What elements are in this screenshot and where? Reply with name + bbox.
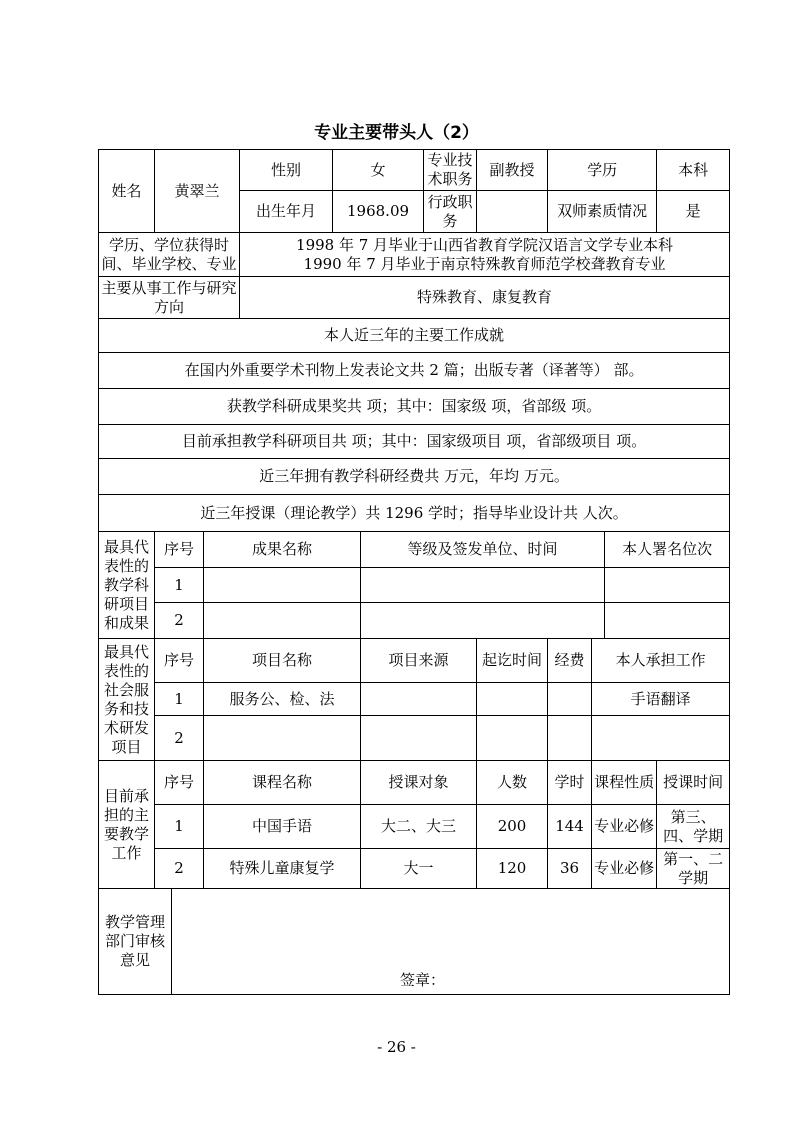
page-title: 专业主要带头人（2） xyxy=(314,123,479,143)
teaching-cell-count: 120 xyxy=(477,849,548,889)
teaching-row-1 xyxy=(99,805,730,849)
results-cell-level xyxy=(361,568,605,603)
funding-text: 近三年拥有教学科研经费共 万元，年均 万元。 xyxy=(99,459,730,495)
teaching-cell-term: 第三、四、学期 xyxy=(657,805,730,849)
results-row-1 xyxy=(99,568,730,603)
gender-value: 女 xyxy=(333,150,424,191)
service-cell-name: 服务公、检、法 xyxy=(204,683,361,716)
awards-text: 获教学科研成果奖共 项；其中：国家级 项，省部级 项。 xyxy=(99,389,730,425)
funding-row xyxy=(99,459,730,495)
teaching-header-type: 课程性质 xyxy=(592,761,657,805)
dual-label: 双师素质情况 xyxy=(548,191,657,233)
teaching-header-term: 授课时间 xyxy=(657,761,730,805)
projects-row xyxy=(99,425,730,459)
title-label: 专业技术职务 xyxy=(424,150,477,191)
teaching-cell-term: 第一、二学期 xyxy=(657,849,730,889)
service-cell-funding xyxy=(548,716,592,761)
results-cell-rank xyxy=(605,568,730,603)
teaching-header-count: 人数 xyxy=(477,761,548,805)
leader-info-table xyxy=(98,149,730,995)
teaching-cell-seq: 1 xyxy=(155,805,204,849)
results-header-row xyxy=(99,532,730,568)
service-cell-period xyxy=(477,716,548,761)
teaching-cell-type: 专业必修 xyxy=(592,805,657,849)
papers-row xyxy=(99,353,730,389)
results-cell-seq: 2 xyxy=(155,603,204,639)
teaching-header-audience: 授课对象 xyxy=(361,761,477,805)
projects-text: 目前承担教学科研项目共 项；其中：国家级项目 项，省部级项目 项。 xyxy=(99,425,730,459)
name-value: 黄翠兰 xyxy=(155,150,240,233)
achievements-heading-row xyxy=(99,319,730,353)
service-cell-funding xyxy=(548,683,592,716)
service-row-1 xyxy=(99,683,730,716)
teaching-cell-course: 特殊儿童康复学 xyxy=(204,849,361,889)
education-label: 学历、学位获得时间、毕业学校、专业 xyxy=(99,233,240,277)
results-cell-name xyxy=(204,568,361,603)
teaching-label: 目前承担的主要教学工作 xyxy=(99,761,155,889)
research-value: 特殊教育、康复教育 xyxy=(240,277,730,319)
teaching-cell-hours: 144 xyxy=(548,805,592,849)
teaching-cell-hours: 36 xyxy=(548,849,592,889)
teaching-row-2 xyxy=(99,849,730,889)
results-header-rank: 本人署名位次 xyxy=(605,532,730,568)
teaching-cell-course: 中国手语 xyxy=(204,805,361,849)
papers-text: 在国内外重要学术刊物上发表论文共 2 篇；出版专著（译著等） 部。 xyxy=(99,353,730,389)
teaching-cell-count: 200 xyxy=(477,805,548,849)
awards-row xyxy=(99,389,730,425)
review-value xyxy=(172,889,730,995)
results-cell-rank xyxy=(605,603,730,639)
title-value: 副教授 xyxy=(477,150,548,191)
service-cell-source xyxy=(361,683,477,716)
teaching-cell-audience: 大二、大三 xyxy=(361,805,477,849)
edu-value: 本科 xyxy=(657,150,730,191)
research-row xyxy=(99,277,730,319)
page-number: - 26 - xyxy=(377,1038,416,1056)
teaching-cell-audience: 大一 xyxy=(361,849,477,889)
signature-label: 签章： xyxy=(400,971,446,989)
service-header-funding: 经费 xyxy=(548,639,592,683)
education-line-2: 1990 年 7 月毕业于南京特殊教育师范学校聋教育专业 xyxy=(303,254,666,273)
service-header-source: 项目来源 xyxy=(361,639,477,683)
service-header-period: 起讫时间 xyxy=(477,639,548,683)
service-label: 最具代表性的社会服务和技术研发项目 xyxy=(99,639,155,761)
results-label: 最具代表性的教学科研项目和成果 xyxy=(99,532,155,639)
teaching-cell-seq: 2 xyxy=(155,849,204,889)
achievements-heading: 本人近三年的主要工作成就 xyxy=(99,319,730,353)
admin-label: 行政职务 xyxy=(424,191,477,233)
birth-label: 出生年月 xyxy=(240,191,333,233)
review-row xyxy=(99,889,730,995)
basic-row-1 xyxy=(99,150,730,191)
name-label: 姓名 xyxy=(99,150,155,233)
education-line-1: 1998 年 7 月毕业于山西省教育学院汉语言文学专业本科 xyxy=(296,235,674,254)
service-cell-role xyxy=(592,716,730,761)
service-cell-name xyxy=(204,716,361,761)
teaching-header-course: 课程名称 xyxy=(204,761,361,805)
service-header-row xyxy=(99,639,730,683)
results-cell-name xyxy=(204,603,361,639)
results-cell-level xyxy=(361,603,605,639)
results-row-2 xyxy=(99,603,730,639)
dual-value: 是 xyxy=(657,191,730,233)
review-label: 教学管理部门审核意见 xyxy=(99,889,172,995)
service-cell-period xyxy=(477,683,548,716)
education-value xyxy=(240,233,730,277)
teaching-hours-text: 近三年授课（理论教学）共 1296 学时；指导毕业设计共 人次。 xyxy=(99,495,730,532)
service-cell-source xyxy=(361,716,477,761)
results-cell-seq: 1 xyxy=(155,568,204,603)
results-header-seq: 序号 xyxy=(155,532,204,568)
service-row-2 xyxy=(99,716,730,761)
service-header-role: 本人承担工作 xyxy=(592,639,730,683)
service-header-name: 项目名称 xyxy=(204,639,361,683)
teaching-hours-row xyxy=(99,495,730,532)
teaching-header-seq: 序号 xyxy=(155,761,204,805)
birth-value: 1968.09 xyxy=(333,191,424,233)
results-header-level: 等级及签发单位、时间 xyxy=(361,532,605,568)
teaching-cell-type: 专业必修 xyxy=(592,849,657,889)
service-cell-seq: 2 xyxy=(155,716,204,761)
teaching-header-hours: 学时 xyxy=(548,761,592,805)
education-row xyxy=(99,233,730,277)
service-cell-role: 手语翻译 xyxy=(592,683,730,716)
edu-label: 学历 xyxy=(548,150,657,191)
gender-label: 性别 xyxy=(240,150,333,191)
research-label: 主要从事工作与研究方向 xyxy=(99,277,240,319)
teaching-header-row xyxy=(99,761,730,805)
results-header-name: 成果名称 xyxy=(204,532,361,568)
service-cell-seq: 1 xyxy=(155,683,204,716)
admin-value xyxy=(477,191,548,233)
service-header-seq: 序号 xyxy=(155,639,204,683)
